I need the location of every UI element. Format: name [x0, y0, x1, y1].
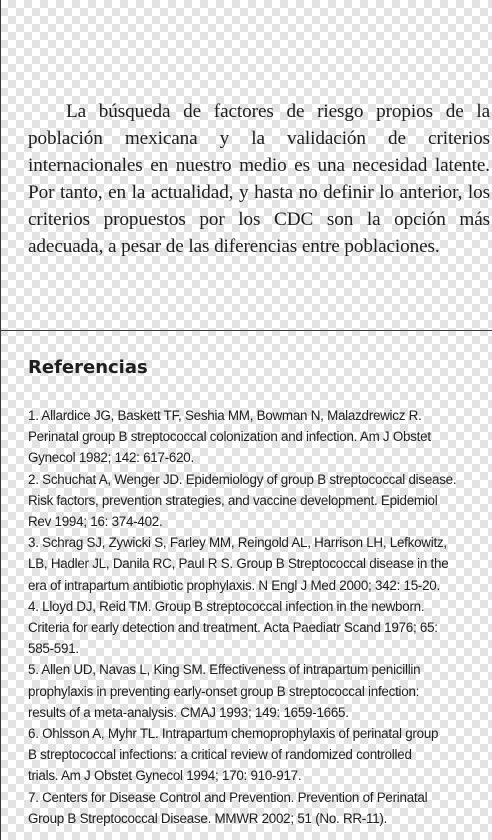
- reference-line: Criteria for early detection and treatment. Acta Paediatr Scand 1976; 65:: [28, 620, 438, 636]
- reference-line: 1. Allardice JG, Baskett TF, Seshia MM, Bowman N, Malazdrewicz R.: [28, 408, 422, 423]
- body-paragraph: La búsqueda de factores de riesgo propios de la población mexicana y la validación de criterios internacionales en nuestro medio es una necesidad latente. Por tanto, en la actualidad, y hasta no definir lo anterior, los criterios propuestos por los CDC son la opción más adecuada, a pesar de las diferencias entre poblaciones.: [28, 101, 490, 257]
- section-divider: [0, 330, 492, 331]
- reference-line: trials. Am J Obstet Gynecol 1994; 170: 910-917.: [28, 768, 302, 784]
- reference-line: era of intrapartum antibiotic prophylaxis. N Engl J Med 2000; 342: 15-20.: [28, 577, 440, 593]
- reference-line: 585-591.: [28, 641, 79, 657]
- reference-line: 5. Allen UD, Navas L, King SM. Effectiveness of intrapartum penicillin: [28, 662, 421, 678]
- reference-line: B streptococcal infections: a critical review of randomized controlled: [28, 747, 412, 763]
- reference-item: [28, 532, 490, 596]
- reference-line: 4. Lloyd DJ, Reid TM. Group B streptococcal infection in the newborn.: [28, 598, 425, 614]
- reference-item: [28, 787, 490, 829]
- references-heading: Referencias: [28, 357, 148, 378]
- reference-line: LB, Hadler JL, Danila RC, Paul R S. Group B Streptococcal disease in the: [28, 556, 449, 572]
- left-rule-top: [0, 0, 1, 330]
- reference-item: [28, 659, 490, 723]
- reference-line: prophylaxis in preventing early-onset group B streptococcal infection:: [28, 683, 420, 699]
- reference-line: Rev 1994; 16: 374-402.: [28, 514, 163, 530]
- reference-line: 2. Schuchat A, Wenger JD. Epidemiology of group B streptococcal disease.: [28, 471, 457, 487]
- reference-line: Risk factors, prevention strategies, and vaccine development. Epidemiol: [28, 492, 438, 508]
- references-list: [28, 405, 490, 829]
- reference-item: [28, 405, 490, 469]
- reference-item: [28, 723, 490, 787]
- reference-line: results of a meta-analysis. CMAJ 1993; 149: 1659-1665.: [28, 704, 349, 720]
- reference-line: Gynecol 1982; 142: 617-620.: [28, 450, 194, 466]
- reference-line: 7. Centers for Disease Control and Prevention. Prevention of Perinatal: [28, 789, 428, 805]
- reference-item: [28, 469, 490, 533]
- reference-line: Perinatal group B streptococcal colonization and infection. Am J Obstet: [28, 429, 431, 445]
- left-rule-bottom: [0, 330, 1, 840]
- reference-line: 3. Schrag SJ, Zywicki S, Farley MM, Reingold AL, Harrison LH, Lefkowitz,: [28, 535, 447, 551]
- reference-line: Group B Streptococcal Disease. MMWR 2002; 51 (No. RR-11).: [28, 810, 388, 826]
- reference-line: 6. Ohlsson A, Myhr TL. Intrapartum chemoprophylaxis of perinatal group: [28, 726, 439, 742]
- reference-item: [28, 596, 490, 660]
